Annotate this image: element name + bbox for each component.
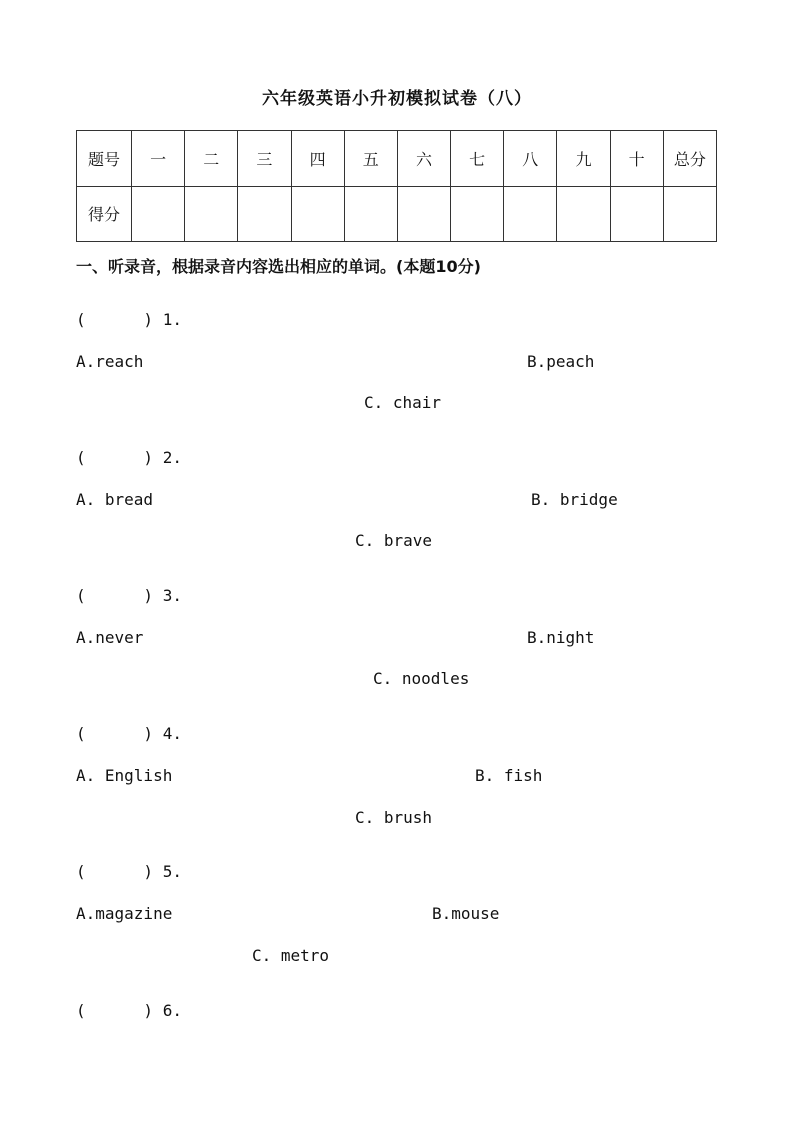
score-header-cell: 二 bbox=[185, 131, 238, 187]
option-b: B. fish bbox=[475, 766, 543, 785]
option-b: B.mouse bbox=[432, 904, 500, 923]
score-input-cell[interactable] bbox=[344, 186, 397, 242]
score-header-cell: 三 bbox=[238, 131, 291, 187]
score-header-cell: 七 bbox=[451, 131, 504, 187]
option-a: A.reach bbox=[76, 352, 144, 371]
score-header-cell: 一 bbox=[132, 131, 185, 187]
score-table bbox=[76, 130, 717, 242]
score-input-cell[interactable] bbox=[238, 186, 291, 242]
section-heading: 一、听录音，根据录音内容选出相应的单词。(本题10分) bbox=[76, 257, 481, 276]
score-header-cell: 五 bbox=[344, 131, 397, 187]
score-header-cell: 四 bbox=[291, 131, 344, 187]
option-b: B.night bbox=[527, 628, 595, 647]
option-a: A.never bbox=[76, 628, 144, 647]
option-c: C. brush bbox=[355, 808, 433, 827]
score-table-score-row bbox=[77, 186, 717, 242]
question-stem: ( ) 1. bbox=[76, 310, 182, 329]
score-input-cell[interactable] bbox=[397, 186, 450, 242]
score-header-cell: 题号 bbox=[77, 131, 132, 187]
option-b: B.peach bbox=[527, 352, 595, 371]
score-input-cell[interactable] bbox=[610, 186, 663, 242]
question-stem: ( ) 2. bbox=[76, 448, 182, 467]
option-a: A.magazine bbox=[76, 904, 173, 923]
page-title: 六年级英语小升初模拟试卷（八） bbox=[262, 89, 532, 109]
question-stem: ( ) 4. bbox=[76, 724, 182, 743]
score-input-cell[interactable] bbox=[291, 186, 344, 242]
score-input-cell[interactable] bbox=[663, 186, 716, 242]
score-header-cell: 十 bbox=[610, 131, 663, 187]
score-header-cell: 六 bbox=[397, 131, 450, 187]
option-c: C. chair bbox=[364, 393, 442, 412]
option-a: A. bread bbox=[76, 490, 154, 509]
option-c: C. metro bbox=[252, 946, 330, 965]
score-header-cell: 九 bbox=[557, 131, 610, 187]
score-header-cell: 总分 bbox=[663, 131, 716, 187]
score-input-cell[interactable] bbox=[451, 186, 504, 242]
score-input-cell[interactable] bbox=[557, 186, 610, 242]
question-stem: ( ) 3. bbox=[76, 586, 182, 605]
score-input-cell[interactable] bbox=[504, 186, 557, 242]
score-row-label: 得分 bbox=[77, 186, 132, 242]
option-c: C. noodles bbox=[373, 669, 470, 688]
option-b: B. bridge bbox=[531, 490, 618, 509]
score-input-cell[interactable] bbox=[132, 186, 185, 242]
score-table-header-row bbox=[77, 131, 717, 187]
option-c: C. brave bbox=[355, 531, 433, 550]
question-stem: ( ) 5. bbox=[76, 862, 182, 881]
question-stem: ( ) 6. bbox=[76, 1001, 182, 1020]
score-header-cell: 八 bbox=[504, 131, 557, 187]
option-a: A. English bbox=[76, 766, 173, 785]
score-input-cell[interactable] bbox=[185, 186, 238, 242]
